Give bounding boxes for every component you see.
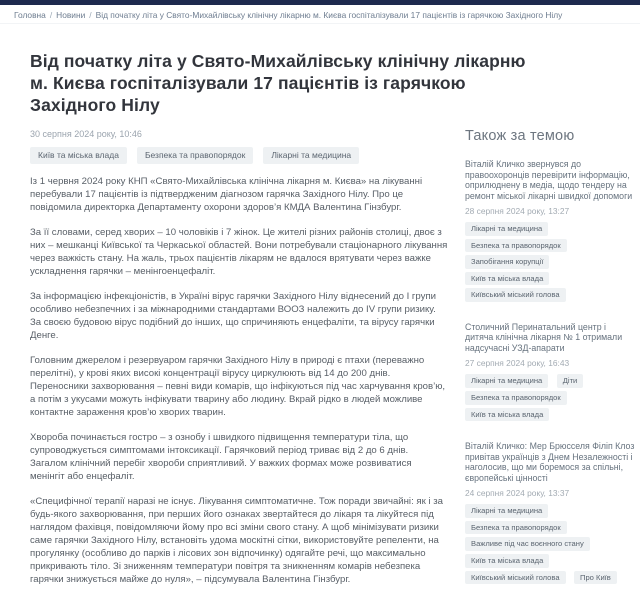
breadcrumb-news-link[interactable]: Новини [56,10,86,20]
article-paragraph: Із 1 червня 2024 року КНП «Свято-Михайлівська клінічна лікарня м. Києва» на лікуванні перебували 17 пацієнтів із підтвердженим діагнозом гарячка Західного Нілу. Про це повідомила директорка Департаменту охорони здоров’я КМДА Валентина Гінзбург. [30,175,423,213]
related-news-tag-pill[interactable]: Діти [557,374,584,388]
related-news-item-date: 24 серпня 2024 року, 13:37 [465,488,570,499]
related-news-item [465,441,635,587]
related-news-tag-pill[interactable]: Лікарні та медицина [465,504,548,518]
related-news-tag-pill[interactable]: Лікарні та медицина [465,222,548,236]
related-news-item-tags [465,374,635,424]
article-tag-pill[interactable]: Київ та міська влада [30,147,127,164]
related-news-tag-pill[interactable]: Київ та міська влада [465,272,549,286]
related-news-tag-pill[interactable]: Безпека та правопорядок [465,521,567,535]
related-news-item-date: 28 серпня 2024 року, 13:27 [465,206,570,216]
related-news-item [465,322,635,424]
article-paragraph: Хвороба починається гостро – з ознобу і швидкого підвищення температури тіла, що супроводжується симптомами інтоксикації. Гарячковий період триває від 2 до 6 днів. Загалом клінічний перебіг хвороби сприятливий. У важких формах може розвиватися менінгіт або енцефаліт. [30,431,412,482]
article-tag-pill[interactable]: Безпека та правопорядок [137,147,253,164]
sidebar-title: Також за темою [465,128,575,144]
related-news-tag-pill[interactable]: Важливе під час воєнного стану [465,537,590,551]
article-date: 30 серпня 2024 року, 10:46 [30,129,142,139]
article-tag-pill[interactable]: Лікарні та медицина [263,147,359,164]
related-news-list [465,159,635,587]
breadcrumb-current-page: Від початку літа у Свято-Михайлівську клінічну лікарню м. Києва госпіталізували 17 пацієнтів із гарячкою Західного Нілу [95,10,563,20]
related-news-item-link[interactable]: Столичний Перинатальний центр і дитяча клінічна лікарня № 1 отримали надсучасні УЗД-апарати [465,321,623,353]
related-news-item-tags [465,222,635,305]
related-news-sidebar [465,42,635,604]
breadcrumb [0,5,640,24]
related-news-tag-pill[interactable]: Безпека та правопорядок [465,391,567,405]
article-body [30,175,448,586]
page-layout [0,24,640,604]
article-tags [30,147,448,164]
related-news-item-date: 27 серпня 2024 року, 16:43 [465,358,570,369]
related-news-item-link[interactable]: Віталій Кличко звернувся до правоохоронців перевірити інформацію, оприлюднену в медіа, щодо тендеру на ремонт міської лікарні швидкої допомоги [465,159,633,201]
related-news-item-tags [465,504,635,587]
breadcrumb-home-link[interactable]: Головна [14,10,46,20]
related-news-item [465,159,635,305]
related-news-item-link[interactable]: Віталій Кличко: Мер Брюсселя Філіп Клоз привітав українців з Днем Незалежності і наголосив, що ми боремося за спільні, європейські цінності [465,441,635,483]
related-news-tag-pill[interactable]: Київ та міська влада [465,554,549,568]
related-news-tag-pill[interactable]: Київський міський голова [465,571,566,585]
breadcrumb-separator: / [89,10,92,20]
related-news-tag-pill[interactable]: Про Київ [574,571,617,585]
article-title: Від початку літа у Свято-Михайлівську клінічну лікарню м. Києва госпіталізували 17 пацієнтів із гарячкою Західного Нілу [30,51,526,115]
article-paragraph: За її словами, серед хворих – 10 чоловіків і 7 жінок. Це жителі різних районів столиці, двоє з них – мешканці Київської та Черкаської областей. Вони потребували стаціонарного лікування через важкість стану. На жаль, трьох пацієнтів лікарям не вдалося врятувати через важке ускладнення гарячки – менінгоенцефаліт. [30,226,448,277]
article-paragraph: Головним джерелом і резервуаром гарячки Західного Нілу в природі є птахи (переважно перелітні), у крові яких високі концентрації вірусу циркулюють від 14 до 200 днів. Переносники захворювання – певні види комарів, що інфікуються під час харчування кров’ю, а потім з укусами можуть інфікувати тварину або людину. Вкрай рідко в людей можливе контактне зараження кров’ю хворих тварин. [30,354,446,418]
article-paragraph: «Специфічної терапії наразі не існує. Лікування симптоматичне. Тож поради звичайні: як і за будь-якого захворювання, при перших його ознаках звертайтеся до лікаря та лікуйтеся під наглядом фахівця, повідомляючи йому про всі зміни свого стану. А щоб мінімізувати ризики саме гарячки Західного Нілу, встановіть удома москітні сітки, використовуйте репеленти, на прогулянку (особливо до парків і лісових зон відпочинку) одягайте речі, що максимально прикривають тіло. Зі зниженням температури повітря та зникненням комарів небезпека гарячки знижується майже до нуля», – підсумувала Валентина Гінзбург. [30,495,443,585]
breadcrumb-separator: / [49,10,53,20]
related-news-tag-pill[interactable]: Запобігання корупції [465,255,549,269]
related-news-tag-pill[interactable]: Лікарні та медицина [465,374,548,388]
related-news-tag-pill[interactable]: Київ та міська влада [465,408,549,422]
related-news-tag-pill[interactable]: Безпека та правопорядок [465,239,567,253]
article-paragraph: За інформацією інфекціоністів, в Україні вірус гарячки Західного Нілу віднесений до І групи особливо небезпечних і за міжнародними стандартами ВООЗ належить до IV групи ризику. За своєю будовою вірус подібний до інших, що спричиняють енцефаліти, та вірусу гарячки Денге. [30,290,437,341]
related-news-tag-pill[interactable]: Київський міський голова [465,288,566,302]
